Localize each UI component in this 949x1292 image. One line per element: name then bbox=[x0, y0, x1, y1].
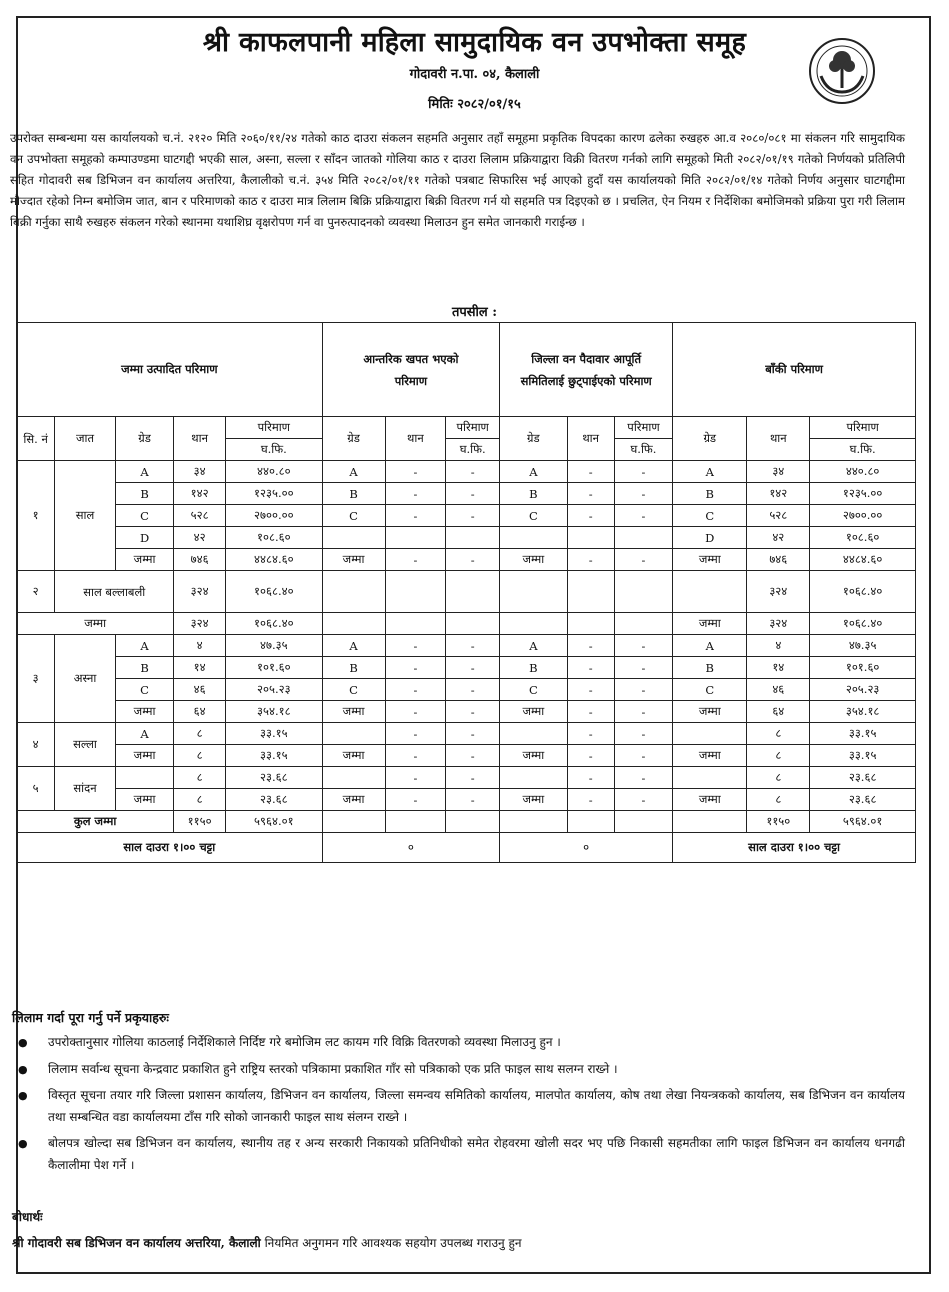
cell bbox=[673, 723, 747, 745]
cell-sn: १ bbox=[17, 461, 55, 571]
cell: - bbox=[385, 789, 446, 811]
cell: B bbox=[673, 483, 747, 505]
cell bbox=[115, 767, 173, 789]
cell: - bbox=[567, 635, 614, 657]
cell: - bbox=[567, 789, 614, 811]
group-header-district: जिल्ला वन पैदावार आपूर्ति समितिलाई छुट्पाईएको परिमाण bbox=[500, 323, 673, 417]
firewood-district: ० bbox=[500, 833, 673, 863]
col-logs: थान bbox=[567, 417, 614, 461]
cell: २३.६८ bbox=[810, 767, 916, 789]
cell: ५९६४.०१ bbox=[225, 811, 322, 833]
cell: B bbox=[500, 483, 567, 505]
organization-address: गोदावरी न.पा. ०४, कैलाली bbox=[409, 67, 540, 82]
cell: जम्मा bbox=[673, 613, 747, 635]
firewood-remaining: साल दाउरा १।०० चट्टा bbox=[673, 833, 916, 863]
cell bbox=[567, 811, 614, 833]
cell: - bbox=[385, 679, 446, 701]
cell: A bbox=[115, 461, 173, 483]
cell: - bbox=[446, 679, 500, 701]
cell: जम्मा bbox=[322, 701, 385, 723]
cell: ८ bbox=[747, 789, 810, 811]
cell: - bbox=[567, 461, 614, 483]
cell: जम्मा bbox=[115, 745, 173, 767]
cell: C bbox=[673, 505, 747, 527]
cell: - bbox=[446, 657, 500, 679]
cell: जम्मा bbox=[673, 549, 747, 571]
list-item: ● विस्तृत सूचना तयार गरि जिल्ला प्रशासन कार्यालय, डिभिजन वन कार्यालय, जिल्ला समन्वय समितिको कार्यालय, मालपोत कार्यालय, कोष तथा लेखा नियन्त्रकको कार्यालय, सब डिभिजन वन कार्यालय तथा सम्बन्धित वडा कार्यालयमा टाँस गरि सोको जानकारी फाइल साथ संलग्न राख्ने । bbox=[12, 1085, 905, 1128]
cell-species: साल bbox=[55, 461, 116, 571]
cell: १४२ bbox=[174, 483, 226, 505]
cell: ५९६४.०१ bbox=[810, 811, 916, 833]
cell: ३३.१५ bbox=[810, 745, 916, 767]
col-species: जात bbox=[55, 417, 116, 461]
cell: ८ bbox=[747, 723, 810, 745]
cell-species: सांदन bbox=[55, 767, 116, 811]
cell: C bbox=[500, 679, 567, 701]
col-unit: घ.फि. bbox=[446, 439, 500, 461]
cell: ३४ bbox=[747, 461, 810, 483]
cell bbox=[322, 527, 385, 549]
document-date: मितिः २०८२/०१/१५ bbox=[428, 97, 521, 112]
cell bbox=[673, 811, 747, 833]
cell: १०६८.४० bbox=[225, 571, 322, 613]
cell: - bbox=[385, 549, 446, 571]
cell: B bbox=[322, 483, 385, 505]
cell: ३४ bbox=[174, 461, 226, 483]
cell bbox=[385, 613, 446, 635]
cell bbox=[567, 571, 614, 613]
col-sn: सि. नं bbox=[17, 417, 55, 461]
cell: - bbox=[567, 723, 614, 745]
cell: २३.६८ bbox=[225, 789, 322, 811]
cell bbox=[567, 527, 614, 549]
cell: - bbox=[446, 505, 500, 527]
cell: १०८.६० bbox=[810, 527, 916, 549]
cell: ३५४.१८ bbox=[225, 701, 322, 723]
col-logs: थान bbox=[174, 417, 226, 461]
cell: जम्मा bbox=[673, 701, 747, 723]
cell: - bbox=[567, 549, 614, 571]
cell: १४ bbox=[747, 657, 810, 679]
cell: B bbox=[673, 657, 747, 679]
cell: ५२८ bbox=[747, 505, 810, 527]
cell: ४४८४.६० bbox=[225, 549, 322, 571]
cell-sn: ३ bbox=[17, 635, 55, 723]
cell: - bbox=[446, 635, 500, 657]
cell: A bbox=[115, 635, 173, 657]
col-logs: थान bbox=[385, 417, 446, 461]
cell: A bbox=[322, 461, 385, 483]
cell: - bbox=[385, 461, 446, 483]
cell: D bbox=[673, 527, 747, 549]
cell: - bbox=[385, 483, 446, 505]
cell: - bbox=[446, 723, 500, 745]
cell bbox=[385, 571, 446, 613]
cell bbox=[500, 811, 567, 833]
cell: ३२४ bbox=[747, 571, 810, 613]
cell: जम्मा bbox=[322, 789, 385, 811]
cell: ८ bbox=[747, 745, 810, 767]
cell bbox=[446, 527, 500, 549]
cell bbox=[614, 811, 672, 833]
cell bbox=[500, 767, 567, 789]
cell: जम्मा bbox=[673, 745, 747, 767]
cell: - bbox=[614, 549, 672, 571]
cell: - bbox=[567, 679, 614, 701]
cell: C bbox=[673, 679, 747, 701]
cell-sn: ५ bbox=[17, 767, 55, 811]
cell: - bbox=[446, 461, 500, 483]
cell: ६४ bbox=[174, 701, 226, 723]
cell: - bbox=[614, 461, 672, 483]
group-header-total: जम्मा उत्पादित परिमाण bbox=[17, 323, 323, 417]
cell: ४ bbox=[747, 635, 810, 657]
cell: ३५४.१८ bbox=[810, 701, 916, 723]
grand-total-label: कुल जम्मा bbox=[17, 811, 174, 833]
cell: ११५० bbox=[747, 811, 810, 833]
cell: - bbox=[385, 745, 446, 767]
cell: B bbox=[115, 483, 173, 505]
firewood-total: साल दाउरा १।०० चट्टा bbox=[17, 833, 323, 863]
cell: १०६८.४० bbox=[810, 613, 916, 635]
cell: C bbox=[322, 679, 385, 701]
cell: B bbox=[500, 657, 567, 679]
cell: ३२४ bbox=[174, 571, 226, 613]
cell: जम्मा bbox=[322, 549, 385, 571]
group-header-internal: आन्तरिक खपत भएको परिमाण bbox=[322, 323, 500, 417]
procedures-title: लिलाम गर्दा पूरा गर्नु पर्ने प्रकृयाहरुः bbox=[12, 1010, 169, 1025]
cell: ८ bbox=[174, 789, 226, 811]
col-qty: परिमाण bbox=[614, 417, 672, 439]
cell bbox=[446, 811, 500, 833]
cell: ८ bbox=[747, 767, 810, 789]
group-header-remaining: बाँकी परिमाण bbox=[673, 323, 916, 417]
table-heading: तपसील : bbox=[451, 305, 498, 320]
cell-sn: ४ bbox=[17, 723, 55, 767]
cell: ३३.१५ bbox=[225, 723, 322, 745]
col-qty: परिमाण bbox=[446, 417, 500, 439]
col-grade: ग्रेड bbox=[500, 417, 567, 461]
cell: - bbox=[567, 505, 614, 527]
col-grade: ग्रेड bbox=[673, 417, 747, 461]
list-item: ● लिलाम सर्वान्ध सूचना केन्द्रवाट प्रकाशित हुने राष्ट्रिय स्तरको पत्रिकामा प्रकाशित गाँर सो पत्रिकाको एक प्रति फाइल साथ सलग्न राख्ने । bbox=[12, 1059, 905, 1081]
cell bbox=[614, 571, 672, 613]
cell: - bbox=[614, 657, 672, 679]
cell-sn: २ bbox=[17, 571, 55, 613]
cell: १४ bbox=[174, 657, 226, 679]
cell: A bbox=[500, 461, 567, 483]
cell: - bbox=[614, 701, 672, 723]
cell: A bbox=[673, 461, 747, 483]
cell: - bbox=[614, 723, 672, 745]
cell bbox=[673, 767, 747, 789]
col-qty: परिमाण bbox=[225, 417, 322, 439]
cell bbox=[322, 767, 385, 789]
cell: २३.६८ bbox=[810, 789, 916, 811]
cell: ३२४ bbox=[747, 613, 810, 635]
cell: ४६ bbox=[174, 679, 226, 701]
cell: C bbox=[500, 505, 567, 527]
cell: C bbox=[115, 679, 173, 701]
cell: ४४८४.६० bbox=[810, 549, 916, 571]
cell: ४४०.८० bbox=[810, 461, 916, 483]
col-unit: घ.फि. bbox=[810, 439, 916, 461]
cell: - bbox=[446, 549, 500, 571]
cell: १०६८.४० bbox=[810, 571, 916, 613]
cell bbox=[322, 723, 385, 745]
cell bbox=[500, 527, 567, 549]
cell: - bbox=[385, 635, 446, 657]
cell: १४२ bbox=[747, 483, 810, 505]
cell bbox=[673, 571, 747, 613]
cell: जम्मा bbox=[115, 789, 173, 811]
cell: - bbox=[567, 657, 614, 679]
cc-office: श्री गोदावरी सब डिभिजन वन कार्यालय अत्तरिया, कैलाली bbox=[12, 1236, 261, 1250]
cell bbox=[500, 571, 567, 613]
timber-quantity-table bbox=[16, 322, 916, 863]
cell: - bbox=[385, 723, 446, 745]
cell: २७००.०० bbox=[810, 505, 916, 527]
cell: २०५.२३ bbox=[810, 679, 916, 701]
cell: १२३५.०० bbox=[225, 483, 322, 505]
cell: - bbox=[446, 701, 500, 723]
cell: ३३.१५ bbox=[810, 723, 916, 745]
cell: - bbox=[614, 745, 672, 767]
cell-subtotal-label: जम्मा bbox=[17, 613, 174, 635]
cell: ३२४ bbox=[174, 613, 226, 635]
cell: - bbox=[446, 745, 500, 767]
cell: C bbox=[322, 505, 385, 527]
organization-logo-icon bbox=[807, 36, 877, 106]
cell-species: सल्ला bbox=[55, 723, 116, 767]
cell bbox=[500, 613, 567, 635]
cell: ४ bbox=[174, 635, 226, 657]
cell bbox=[567, 613, 614, 635]
cell: - bbox=[567, 701, 614, 723]
cell: १२३५.०० bbox=[810, 483, 916, 505]
cell: - bbox=[614, 483, 672, 505]
cell: २७००.०० bbox=[225, 505, 322, 527]
cell bbox=[385, 527, 446, 549]
cell: जम्मा bbox=[500, 549, 567, 571]
cell: जम्मा bbox=[115, 549, 173, 571]
firewood-internal: ० bbox=[322, 833, 500, 863]
cell: जम्मा bbox=[500, 745, 567, 767]
cell-species: साल बल्लाबली bbox=[55, 571, 174, 613]
cell: ३३.१५ bbox=[225, 745, 322, 767]
cell bbox=[446, 571, 500, 613]
cc-line bbox=[12, 1234, 522, 1251]
cell: ४४०.८० bbox=[225, 461, 322, 483]
cc-text: नियमित अनुगमन गरि आवश्यक सहयोग उपलब्ध गराउनु हुन bbox=[264, 1236, 522, 1250]
cell: ५२८ bbox=[174, 505, 226, 527]
body-paragraph: उपरोक्त सम्बन्धमा यस कार्यालयको च.नं. २१२० मिति २०६०/११/२४ गतेको काठ दाउरा संकलन सहमति अनुसार तहाँ समूहमा प्रकृतिक विपदका कारण ढलेका रुखहरु आ.व २०८०/०८१ मा संकलन गरि सामुदायिक वन उपभोक्ता समूहको कम्पाउण्डमा घाटगद्दी भएकी साल, अस्ना, सल्ला र साँदन जातको गोलिया काठ र दाउरा लिलाम प्रक्रियाद्वारा विक्री वितरण गर्नको लागि समूहको मिती २०८२/०१/१९ गतेको निर्णयको प्रतिलिपी सहित गोदावरी सब डिभिजन वन कार्यालय अत्तरिया, कैलालीको च.नं. ३५४ मिति २०८२/०१/११ गतेको पत्रबाट सिफारिस भई आएको हुदाँ यस कार्यालयको मिति २०८२/०१/१४ गतेको निर्णय अनुसार घाटगद्दीमा मौज्दात रहेको निम्न बमोजिम जात, बान र परिमाणको काठ र दाउरा मात्र लिलाम बिक्रि प्रक्रियाद्वारा बिक्री वितरण गर्न यो सहमति पत्र दिइएको छ । प्रचलित, ऐन नियम र निर्देशिका बमोजिमको प्रक्रिया पुरा गरी लिलाम बिक्री गर्नुका साथै रुखहरु संकलन गरेको स्थानमा यथाशिघ्र वृक्षरोपण गर्न वा पुनरुत्पादनको व्यवस्था मिलाउन हुन समेत जानकारी गराईन्छ । bbox=[10, 131, 905, 229]
cell: ८ bbox=[174, 767, 226, 789]
cell: जम्मा bbox=[322, 745, 385, 767]
cell bbox=[385, 811, 446, 833]
cell: B bbox=[322, 657, 385, 679]
cell: A bbox=[500, 635, 567, 657]
cell: - bbox=[614, 767, 672, 789]
cell: A bbox=[322, 635, 385, 657]
cell bbox=[322, 613, 385, 635]
cell bbox=[614, 527, 672, 549]
cell: जम्मा bbox=[500, 789, 567, 811]
col-grade: ग्रेड bbox=[115, 417, 173, 461]
cell bbox=[500, 723, 567, 745]
organization-title: श्री काफलपानी महिला सामुदायिक वन उपभोक्ता समूह bbox=[202, 27, 747, 58]
cell: १०६८.४० bbox=[225, 613, 322, 635]
col-qty: परिमाण bbox=[810, 417, 916, 439]
cell: ४२ bbox=[174, 527, 226, 549]
cell: - bbox=[567, 483, 614, 505]
cell: - bbox=[614, 635, 672, 657]
col-unit: घ.फि. bbox=[614, 439, 672, 461]
cell: - bbox=[446, 483, 500, 505]
cell: ८ bbox=[174, 745, 226, 767]
cell-species: अस्ना bbox=[55, 635, 116, 723]
cell: A bbox=[673, 635, 747, 657]
cell: १०१.६० bbox=[225, 657, 322, 679]
cell bbox=[322, 811, 385, 833]
cell: १०८.६० bbox=[225, 527, 322, 549]
cell: ४२ bbox=[747, 527, 810, 549]
col-unit: घ.फि. bbox=[225, 439, 322, 461]
cell: ११५० bbox=[174, 811, 226, 833]
cell: C bbox=[115, 505, 173, 527]
cell: २०५.२३ bbox=[225, 679, 322, 701]
list-item: ● उपरोक्तानुसार गोलिया काठलाई निर्देशिकाले निर्दिष्ट गरे बमोजिम लट कायम गरि विक्रि वितरणको व्यवस्था मिलाउनु हुन । bbox=[12, 1032, 905, 1054]
cell: ७४६ bbox=[174, 549, 226, 571]
cell: ६४ bbox=[747, 701, 810, 723]
col-logs: थान bbox=[747, 417, 810, 461]
cell: १०१.६० bbox=[810, 657, 916, 679]
cell: D bbox=[115, 527, 173, 549]
procedures-list bbox=[12, 1032, 905, 1181]
cell: जम्मा bbox=[673, 789, 747, 811]
cell: - bbox=[567, 767, 614, 789]
cell: जम्मा bbox=[500, 701, 567, 723]
cell: जम्मा bbox=[115, 701, 173, 723]
cell: - bbox=[385, 505, 446, 527]
cell bbox=[446, 613, 500, 635]
col-grade: ग्रेड bbox=[322, 417, 385, 461]
cell: B bbox=[115, 657, 173, 679]
cell: ७४६ bbox=[747, 549, 810, 571]
cell: - bbox=[567, 745, 614, 767]
cell: २३.६८ bbox=[225, 767, 322, 789]
cell: ४७.३५ bbox=[810, 635, 916, 657]
cell: - bbox=[385, 657, 446, 679]
cell bbox=[322, 571, 385, 613]
cell: - bbox=[614, 679, 672, 701]
cell bbox=[614, 613, 672, 635]
cell: - bbox=[614, 789, 672, 811]
cell: A bbox=[115, 723, 173, 745]
cell: ८ bbox=[174, 723, 226, 745]
cell: - bbox=[385, 767, 446, 789]
cell: - bbox=[385, 701, 446, 723]
cell: - bbox=[614, 505, 672, 527]
cc-label: बोधार्थः bbox=[12, 1210, 43, 1224]
cell: - bbox=[446, 789, 500, 811]
cell: ४७.३५ bbox=[225, 635, 322, 657]
cell: ४६ bbox=[747, 679, 810, 701]
cell: - bbox=[446, 767, 500, 789]
list-item: ● बोलपत्र खोल्दा सब डिभिजन वन कार्यालय, स्थानीय तह र अन्य सरकारी निकायको प्रतिनिधीको समेत रोहवरमा खोली सदर भए पछि निकासी सहमतीका लागि फाइल डिभिजन वन कार्यालय धनगढी कैलालीमा पेश गर्ने । bbox=[12, 1133, 905, 1176]
